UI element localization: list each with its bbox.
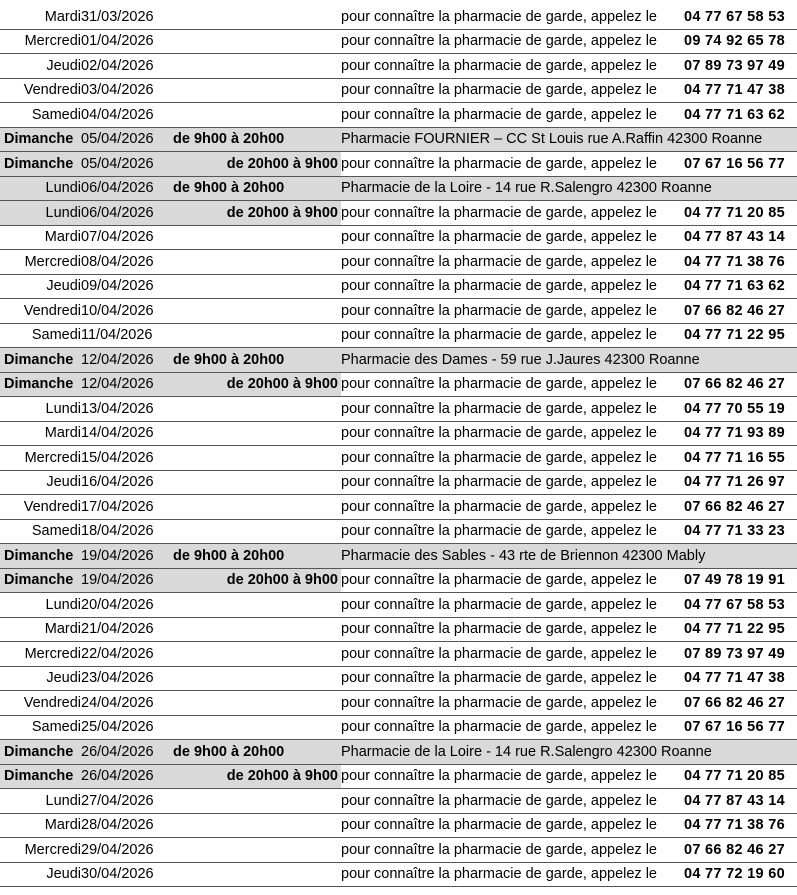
- table-row: [0, 372, 797, 397]
- day-cell: Samedi: [0, 103, 81, 128]
- date-cell: 13/04/2026: [81, 397, 168, 422]
- time-slot-cell: [168, 5, 341, 29]
- phone-number-cell: 04 77 71 93 89: [684, 421, 797, 446]
- time-slot-cell: de 9h00 à 20h00: [168, 544, 341, 569]
- day-cell: Mercredi: [0, 642, 81, 667]
- time-slot-cell: [168, 789, 341, 814]
- call-text-cell: pour connaître la pharmacie de garde, appelez le: [341, 715, 684, 740]
- table-row: [0, 274, 797, 299]
- time-slot-cell: [168, 470, 341, 495]
- table-row: [0, 127, 797, 152]
- date-cell: 27/04/2026: [81, 789, 168, 814]
- day-cell: Dimanche: [0, 568, 81, 593]
- date-cell: 10/04/2026: [81, 299, 168, 324]
- call-text-cell: pour connaître la pharmacie de garde, appelez le: [341, 446, 684, 471]
- time-slot-cell: de 20h00 à 9h00: [168, 201, 341, 226]
- date-cell: 22/04/2026: [81, 642, 168, 667]
- day-cell: Mardi: [0, 5, 81, 29]
- table-row: [0, 470, 797, 495]
- date-cell: 19/04/2026: [81, 544, 168, 569]
- time-slot-cell: [168, 519, 341, 544]
- call-text-cell: pour connaître la pharmacie de garde, appelez le: [341, 29, 684, 54]
- table-row: [0, 54, 797, 79]
- table-row: [0, 397, 797, 422]
- call-text-cell: pour connaître la pharmacie de garde, appelez le: [341, 54, 684, 79]
- time-slot-cell: de 20h00 à 9h00: [168, 764, 341, 789]
- day-cell: Lundi: [0, 201, 81, 226]
- call-text-cell: pour connaître la pharmacie de garde, appelez le: [341, 397, 684, 422]
- table-row: [0, 593, 797, 618]
- date-cell: 26/04/2026: [81, 764, 168, 789]
- time-slot-cell: [168, 446, 341, 471]
- pharmacy-cell: Pharmacie de la Loire - 14 rue R.Salengro 42300 Roanne: [341, 740, 797, 765]
- table-row: [0, 862, 797, 887]
- phone-number-cell: 04 77 71 33 23: [684, 519, 797, 544]
- phone-number-cell: 04 77 87 43 14: [684, 225, 797, 250]
- table-row: [0, 764, 797, 789]
- day-cell: Vendredi: [0, 495, 81, 520]
- call-text-cell: pour connaître la pharmacie de garde, appelez le: [341, 862, 684, 887]
- day-cell: Dimanche: [0, 740, 81, 765]
- call-text-cell: pour connaître la pharmacie de garde, appelez le: [341, 495, 684, 520]
- day-cell: Lundi: [0, 176, 81, 201]
- day-cell: Mardi: [0, 813, 81, 838]
- time-slot-cell: de 9h00 à 20h00: [168, 127, 341, 152]
- day-cell: Mardi: [0, 225, 81, 250]
- phone-number-cell: 04 77 71 38 76: [684, 813, 797, 838]
- time-slot-cell: [168, 617, 341, 642]
- table-row: [0, 666, 797, 691]
- call-text-cell: pour connaître la pharmacie de garde, appelez le: [341, 519, 684, 544]
- call-text-cell: pour connaître la pharmacie de garde, appelez le: [341, 225, 684, 250]
- table-row: [0, 691, 797, 716]
- time-slot-cell: [168, 862, 341, 887]
- phone-number-cell: 04 77 71 63 62: [684, 274, 797, 299]
- phone-number-cell: 04 77 71 26 97: [684, 470, 797, 495]
- date-cell: 23/04/2026: [81, 666, 168, 691]
- table-body: [0, 5, 797, 887]
- call-text-cell: pour connaître la pharmacie de garde, appelez le: [341, 691, 684, 716]
- date-cell: 15/04/2026: [81, 446, 168, 471]
- day-cell: Mercredi: [0, 838, 81, 863]
- table-row: [0, 348, 797, 373]
- table-row: [0, 446, 797, 471]
- date-cell: 03/04/2026: [81, 78, 168, 103]
- date-cell: 26/04/2026: [81, 740, 168, 765]
- phone-number-cell: 07 66 82 46 27: [684, 495, 797, 520]
- call-text-cell: pour connaître la pharmacie de garde, appelez le: [341, 593, 684, 618]
- table-row: [0, 201, 797, 226]
- phone-number-cell: 04 77 67 58 53: [684, 5, 797, 29]
- time-slot-cell: [168, 250, 341, 275]
- call-text-cell: pour connaître la pharmacie de garde, appelez le: [341, 299, 684, 324]
- table-row: [0, 715, 797, 740]
- call-text-cell: pour connaître la pharmacie de garde, appelez le: [341, 152, 684, 177]
- phone-number-cell: 04 77 71 16 55: [684, 446, 797, 471]
- day-cell: Jeudi: [0, 54, 81, 79]
- table-row: [0, 838, 797, 863]
- day-cell: Samedi: [0, 519, 81, 544]
- on-call-pharmacy-table: [0, 5, 797, 887]
- day-cell: Dimanche: [0, 127, 81, 152]
- time-slot-cell: [168, 299, 341, 324]
- day-cell: Lundi: [0, 789, 81, 814]
- time-slot-cell: [168, 421, 341, 446]
- time-slot-cell: [168, 54, 341, 79]
- day-cell: Dimanche: [0, 152, 81, 177]
- table-row: [0, 568, 797, 593]
- pharmacy-cell: Pharmacie des Dames - 59 rue J.Jaures 42300 Roanne: [341, 348, 797, 373]
- date-cell: 20/04/2026: [81, 593, 168, 618]
- time-slot-cell: [168, 323, 341, 348]
- table-row: [0, 642, 797, 667]
- table-row: [0, 323, 797, 348]
- date-cell: 14/04/2026: [81, 421, 168, 446]
- date-cell: 17/04/2026: [81, 495, 168, 520]
- time-slot-cell: [168, 691, 341, 716]
- call-text-cell: pour connaître la pharmacie de garde, appelez le: [341, 764, 684, 789]
- time-slot-cell: [168, 225, 341, 250]
- phone-number-cell: 04 77 87 43 14: [684, 789, 797, 814]
- date-cell: 18/04/2026: [81, 519, 168, 544]
- phone-number-cell: 04 77 71 22 95: [684, 323, 797, 348]
- call-text-cell: pour connaître la pharmacie de garde, appelez le: [341, 568, 684, 593]
- phone-number-cell: 07 67 16 56 77: [684, 715, 797, 740]
- date-cell: 30/04/2026: [81, 862, 168, 887]
- day-cell: Vendredi: [0, 299, 81, 324]
- pharmacy-cell: Pharmacie des Sables - 43 rte de Briennon 42300 Mably: [341, 544, 797, 569]
- date-cell: 28/04/2026: [81, 813, 168, 838]
- call-text-cell: pour connaître la pharmacie de garde, appelez le: [341, 201, 684, 226]
- table-row: [0, 176, 797, 201]
- time-slot-cell: de 20h00 à 9h00: [168, 152, 341, 177]
- call-text-cell: pour connaître la pharmacie de garde, appelez le: [341, 666, 684, 691]
- day-cell: Jeudi: [0, 274, 81, 299]
- time-slot-cell: [168, 642, 341, 667]
- date-cell: 01/04/2026: [81, 29, 168, 54]
- table-row: [0, 152, 797, 177]
- time-slot-cell: [168, 593, 341, 618]
- date-cell: 16/04/2026: [81, 470, 168, 495]
- time-slot-cell: [168, 78, 341, 103]
- table-row: [0, 813, 797, 838]
- phone-number-cell: 04 77 71 20 85: [684, 201, 797, 226]
- pharmacy-cell: Pharmacie FOURNIER – CC St Louis rue A.Raffin 42300 Roanne: [341, 127, 797, 152]
- pharmacy-cell: Pharmacie de la Loire - 14 rue R.Salengro 42300 Roanne: [341, 176, 797, 201]
- call-text-cell: pour connaître la pharmacie de garde, appelez le: [341, 838, 684, 863]
- call-text-cell: pour connaître la pharmacie de garde, appelez le: [341, 372, 684, 397]
- day-cell: Vendredi: [0, 691, 81, 716]
- day-cell: Samedi: [0, 323, 81, 348]
- table-row: [0, 519, 797, 544]
- call-text-cell: pour connaître la pharmacie de garde, appelez le: [341, 813, 684, 838]
- phone-number-cell: 04 77 71 38 76: [684, 250, 797, 275]
- phone-number-cell: 04 77 67 58 53: [684, 593, 797, 618]
- date-cell: 31/03/2026: [81, 5, 168, 29]
- call-text-cell: pour connaître la pharmacie de garde, appelez le: [341, 274, 684, 299]
- time-slot-cell: [168, 715, 341, 740]
- phone-number-cell: 07 66 82 46 27: [684, 372, 797, 397]
- table-row: [0, 29, 797, 54]
- day-cell: Dimanche: [0, 372, 81, 397]
- call-text-cell: pour connaître la pharmacie de garde, appelez le: [341, 250, 684, 275]
- date-cell: 08/04/2026: [81, 250, 168, 275]
- phone-number-cell: 07 66 82 46 27: [684, 691, 797, 716]
- table-row: [0, 740, 797, 765]
- time-slot-cell: [168, 813, 341, 838]
- time-slot-cell: [168, 103, 341, 128]
- date-cell: 19/04/2026: [81, 568, 168, 593]
- date-cell: 05/04/2026: [81, 152, 168, 177]
- time-slot-cell: de 20h00 à 9h00: [168, 372, 341, 397]
- table-row: [0, 421, 797, 446]
- table-row: [0, 544, 797, 569]
- phone-number-cell: 07 66 82 46 27: [684, 838, 797, 863]
- time-slot-cell: [168, 274, 341, 299]
- date-cell: 02/04/2026: [81, 54, 168, 79]
- phone-number-cell: 04 77 72 19 60: [684, 862, 797, 887]
- day-cell: Vendredi: [0, 78, 81, 103]
- table-row: [0, 78, 797, 103]
- phone-number-cell: 04 77 71 22 95: [684, 617, 797, 642]
- phone-number-cell: 07 67 16 56 77: [684, 152, 797, 177]
- date-cell: 05/04/2026: [81, 127, 168, 152]
- phone-number-cell: 07 89 73 97 49: [684, 54, 797, 79]
- day-cell: Samedi: [0, 715, 81, 740]
- phone-number-cell: 09 74 92 65 78: [684, 29, 797, 54]
- date-cell: 12/04/2026: [81, 372, 168, 397]
- day-cell: Mercredi: [0, 29, 81, 54]
- table-row: [0, 225, 797, 250]
- date-cell: 09/04/2026: [81, 274, 168, 299]
- day-cell: Mercredi: [0, 446, 81, 471]
- phone-number-cell: 04 77 71 63 62: [684, 103, 797, 128]
- call-text-cell: pour connaître la pharmacie de garde, appelez le: [341, 5, 684, 29]
- time-slot-cell: de 9h00 à 20h00: [168, 176, 341, 201]
- table-row: [0, 103, 797, 128]
- day-cell: Dimanche: [0, 544, 81, 569]
- call-text-cell: pour connaître la pharmacie de garde, appelez le: [341, 78, 684, 103]
- day-cell: Mardi: [0, 617, 81, 642]
- date-cell: 29/04/2026: [81, 838, 168, 863]
- table-row: [0, 299, 797, 324]
- day-cell: Lundi: [0, 593, 81, 618]
- date-cell: 04/04/2026: [81, 103, 168, 128]
- table-row: [0, 250, 797, 275]
- time-slot-cell: [168, 495, 341, 520]
- time-slot-cell: de 20h00 à 9h00: [168, 568, 341, 593]
- phone-number-cell: 04 77 71 47 38: [684, 666, 797, 691]
- phone-number-cell: 07 49 78 19 91: [684, 568, 797, 593]
- date-cell: 24/04/2026: [81, 691, 168, 716]
- call-text-cell: pour connaître la pharmacie de garde, appelez le: [341, 642, 684, 667]
- call-text-cell: pour connaître la pharmacie de garde, appelez le: [341, 103, 684, 128]
- time-slot-cell: [168, 666, 341, 691]
- time-slot-cell: [168, 29, 341, 54]
- time-slot-cell: [168, 397, 341, 422]
- phone-number-cell: 07 89 73 97 49: [684, 642, 797, 667]
- date-cell: 25/04/2026: [81, 715, 168, 740]
- call-text-cell: pour connaître la pharmacie de garde, appelez le: [341, 789, 684, 814]
- call-text-cell: pour connaître la pharmacie de garde, appelez le: [341, 470, 684, 495]
- call-text-cell: pour connaître la pharmacie de garde, appelez le: [341, 323, 684, 348]
- date-cell: 11/04/2026: [81, 323, 168, 348]
- date-cell: 21/04/2026: [81, 617, 168, 642]
- call-text-cell: pour connaître la pharmacie de garde, appelez le: [341, 617, 684, 642]
- phone-number-cell: 04 77 70 55 19: [684, 397, 797, 422]
- day-cell: Dimanche: [0, 764, 81, 789]
- table-row: [0, 789, 797, 814]
- day-cell: Mercredi: [0, 250, 81, 275]
- date-cell: 07/04/2026: [81, 225, 168, 250]
- table-row: [0, 495, 797, 520]
- call-text-cell: pour connaître la pharmacie de garde, appelez le: [341, 421, 684, 446]
- day-cell: Jeudi: [0, 862, 81, 887]
- time-slot-cell: de 9h00 à 20h00: [168, 740, 341, 765]
- day-cell: Lundi: [0, 397, 81, 422]
- table-row: [0, 5, 797, 29]
- date-cell: 12/04/2026: [81, 348, 168, 373]
- time-slot-cell: [168, 838, 341, 863]
- phone-number-cell: 04 77 71 47 38: [684, 78, 797, 103]
- phone-number-cell: 07 66 82 46 27: [684, 299, 797, 324]
- table-row: [0, 617, 797, 642]
- day-cell: Jeudi: [0, 666, 81, 691]
- phone-number-cell: 04 77 71 20 85: [684, 764, 797, 789]
- date-cell: 06/04/2026: [81, 201, 168, 226]
- date-cell: 06/04/2026: [81, 176, 168, 201]
- time-slot-cell: de 9h00 à 20h00: [168, 348, 341, 373]
- day-cell: Jeudi: [0, 470, 81, 495]
- day-cell: Dimanche: [0, 348, 81, 373]
- day-cell: Mardi: [0, 421, 81, 446]
